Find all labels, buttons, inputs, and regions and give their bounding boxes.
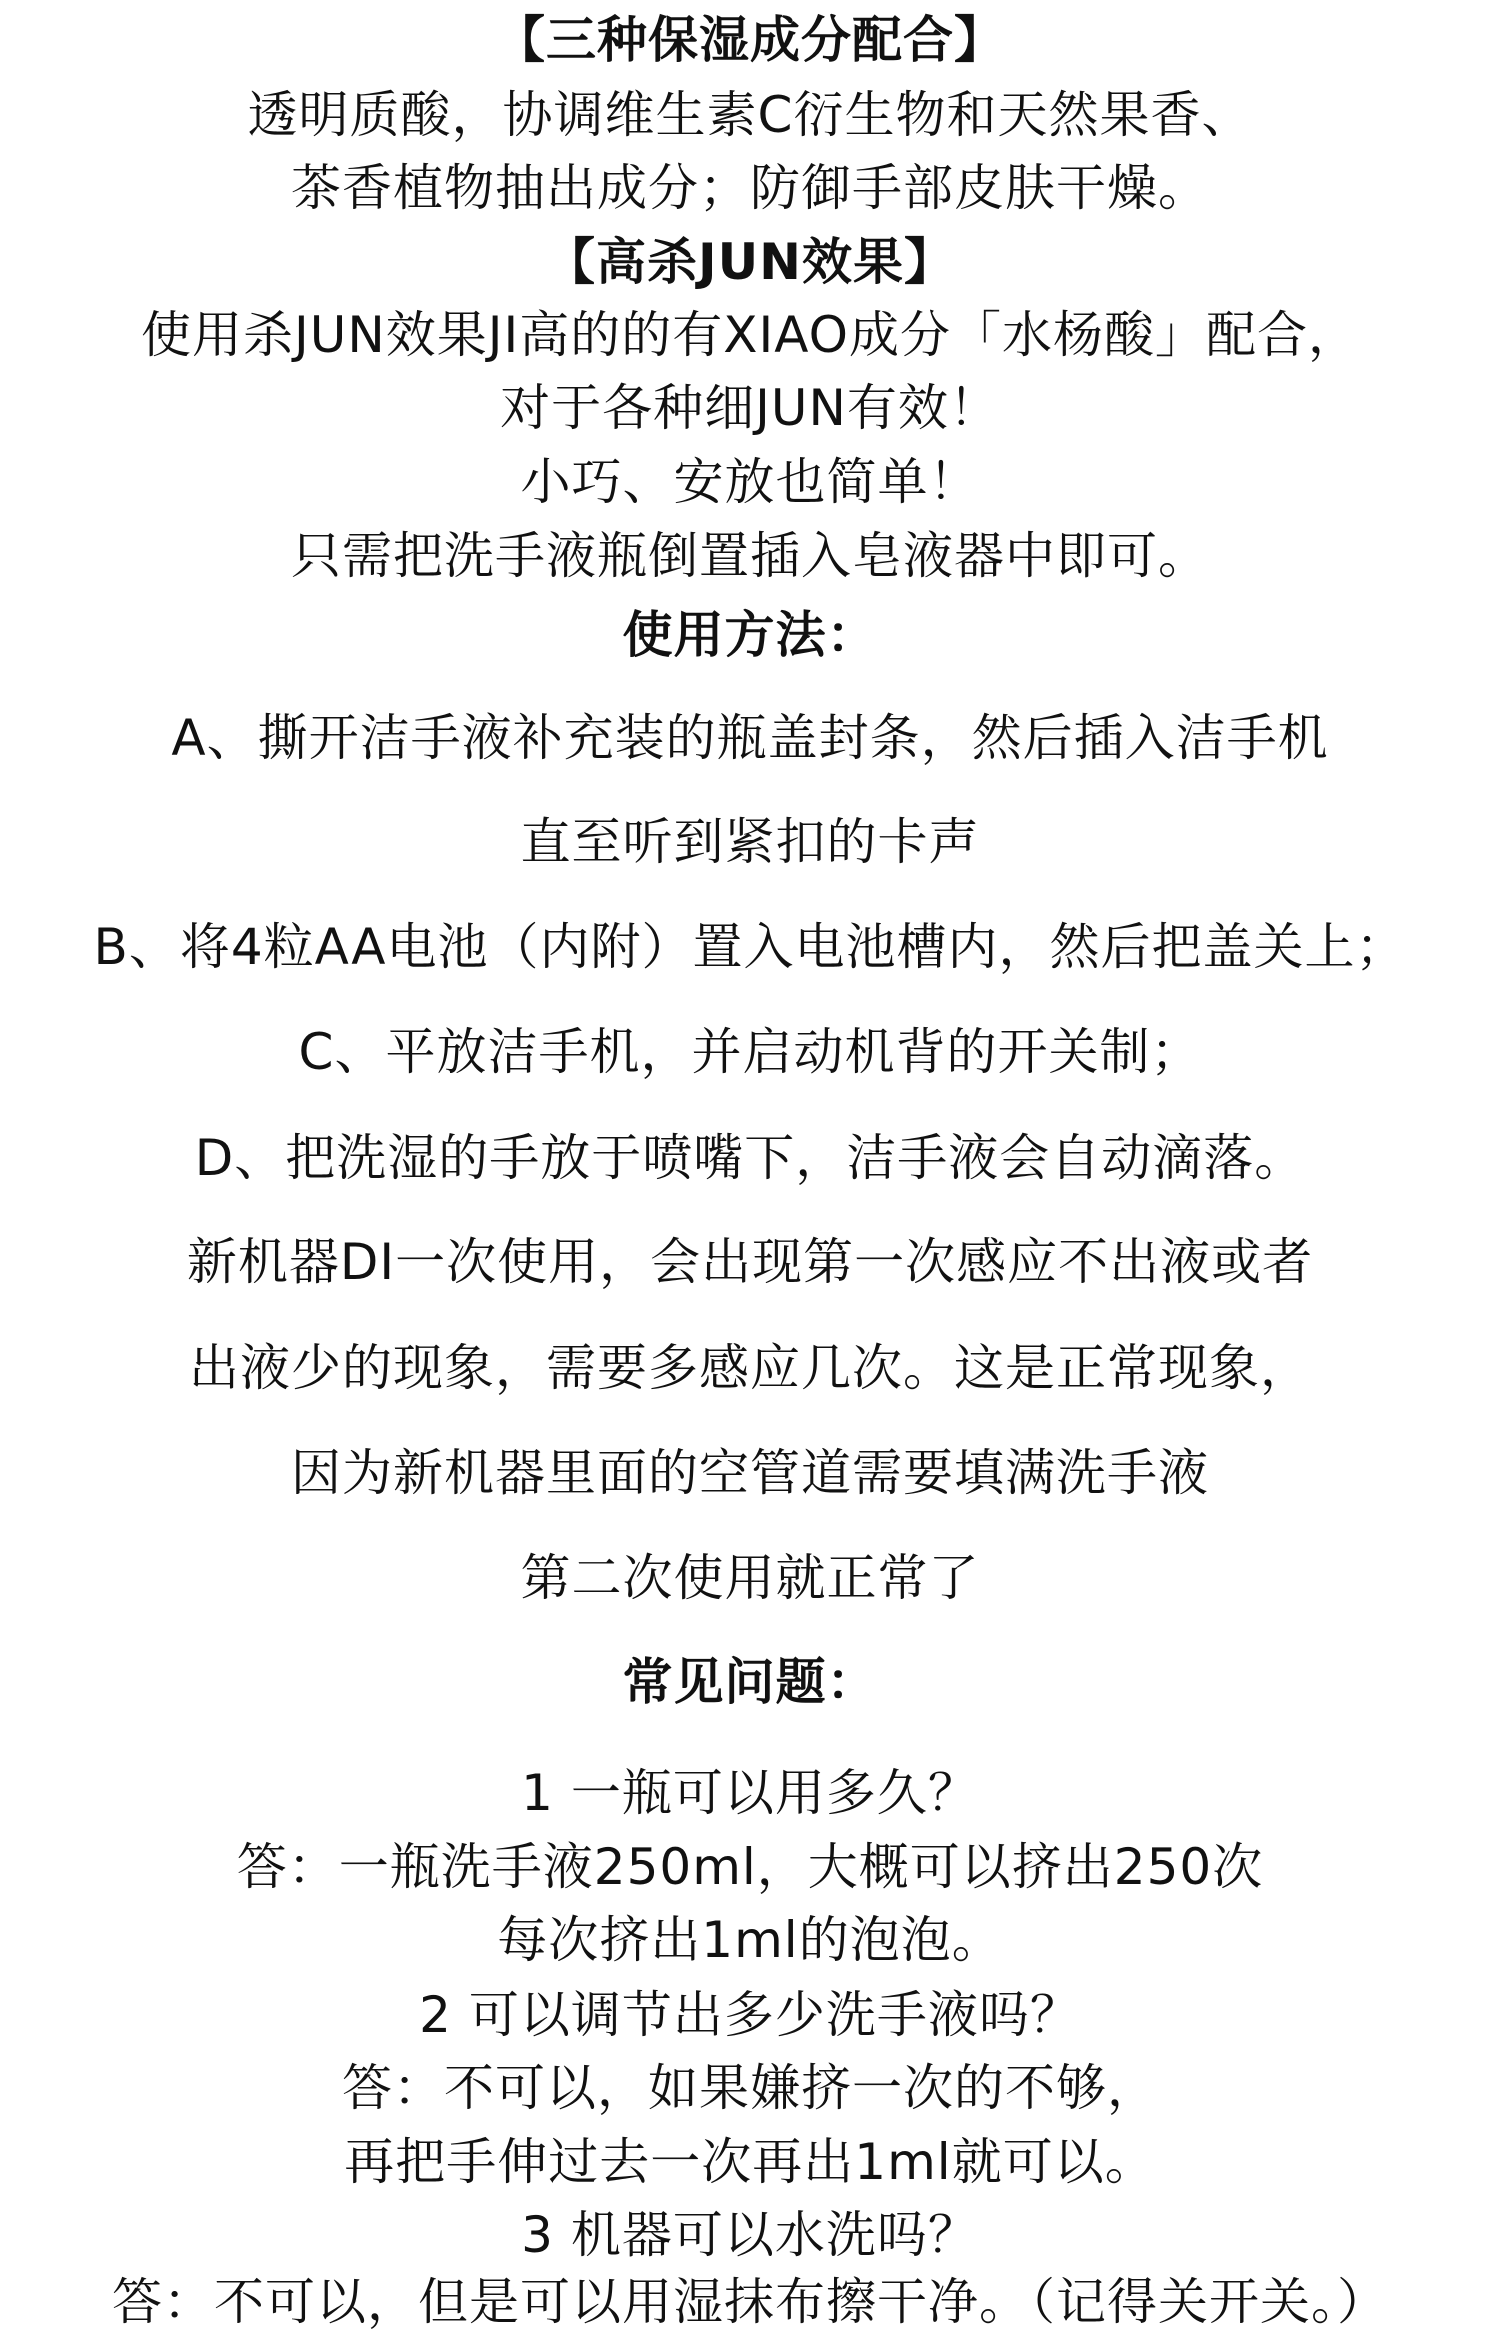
first-use-note: 新机器DI一次使用，会出现第一次感应不出液或者	[186, 1233, 1314, 1291]
faq-answer-1-continued: 每次挤出1ml的泡泡。	[497, 1911, 1003, 1969]
first-use-note: 出液少的现象，需要多感应几次。这是正常现象，	[189, 1339, 1311, 1397]
section-heading-moisturizing: 【三种保湿成分配合】	[495, 11, 1005, 69]
paragraph-line: 对于各种细JUN有效！	[500, 379, 1000, 437]
faq-question-2: 2 可以调节出多少洗手液吗？	[419, 1986, 1081, 2044]
usage-step-c: C、平放洁手机，并启动机背的开关制；	[298, 1023, 1202, 1081]
usage-step-a: A、撕开洁手液补充装的瓶盖封条，然后插入洁手机	[171, 709, 1329, 767]
paragraph-line: 透明质酸，协调维生素C衍生物和天然果香、	[247, 86, 1253, 144]
faq-answer-2: 答：不可以，如果嫌挤一次的不够，	[342, 2059, 1158, 2117]
paragraph-line: 只需把洗手液瓶倒置插入皂液器中即可。	[291, 527, 1209, 585]
first-use-note: 因为新机器里面的空管道需要填满洗手液	[291, 1444, 1209, 1502]
faq-answer-2-continued: 再把手伸过去一次再出1ml就可以。	[344, 2133, 1156, 2191]
section-heading-faq: 常见问题：	[622, 1653, 878, 1711]
usage-step-b: B、将4粒AA电池（内附）置入电池槽内，然后把盖关上；	[93, 918, 1407, 976]
paragraph-line: 茶香植物抽出成分；防御手部皮肤干燥。	[291, 159, 1209, 217]
usage-step-a-continued: 直至听到紧扣的卡声	[520, 813, 980, 871]
faq-question-3: 3 机器可以水洗吗？	[521, 2206, 979, 2264]
first-use-note: 第二次使用就正常了	[520, 1549, 980, 1607]
paragraph-line: 小巧、安放也简单！	[520, 453, 980, 511]
section-heading-usage: 使用方法：	[622, 606, 878, 664]
section-heading-sterilization: 【高杀JUN效果】	[544, 233, 956, 291]
faq-answer-1: 答：一瓶洗手液250ml，大概可以挤出250次	[236, 1838, 1264, 1896]
usage-step-d: D、把洗湿的手放于喷嘴下，洁手液会自动滴落。	[194, 1129, 1306, 1187]
faq-answer-3: 答：不可以，但是可以用湿抹布擦干净。（记得关开关。）	[112, 2273, 1388, 2331]
faq-question-1: 1 一瓶可以用多久？	[521, 1764, 979, 1822]
paragraph-line: 使用杀JUN效果JI高的的有XIAO成分「水杨酸」配合，	[141, 306, 1359, 364]
